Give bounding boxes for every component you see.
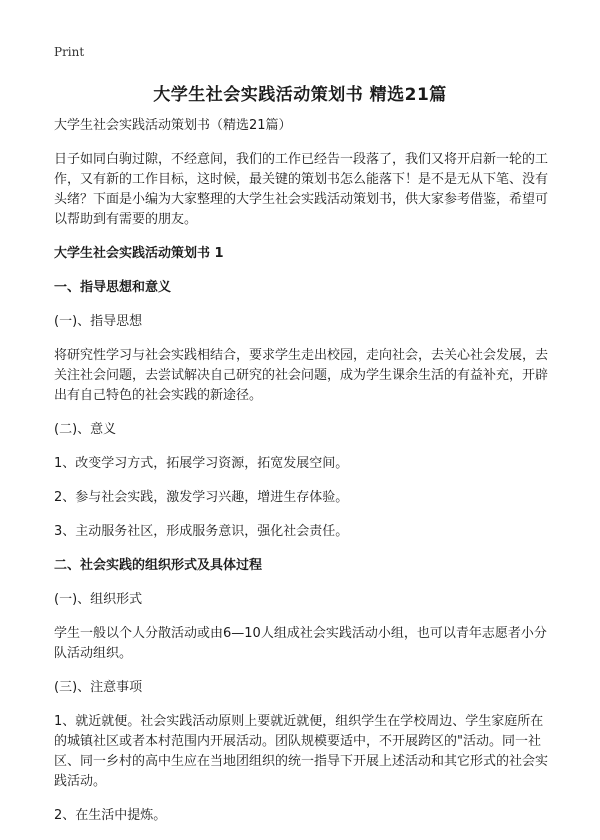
paragraph: 将研究性学习与社会实践相结合，要求学生走出校园，走向社会，去关心社会发展，去关注社会问题，去尝试解决自己研究的社会问题，成为学生课余生活的有益补充，开辟出有自己特色的社会实践的新途径。 [54,348,549,403]
document-body [54,116,550,840]
list-item: 1、改变学习方式，拓展学习资源，拓宽发展空间。 [54,456,349,471]
subsection-heading: (一)、指导思想 [54,314,143,329]
list-item: 2、参与社会实践，激发学习兴趣，增进生存体验。 [54,490,349,505]
intro-paragraph: 日子如同白驹过隙，不经意间，我们的工作已经告一段落了，我们又将开启新一轮的工作，又有新的工作目标，这时候，最关键的策划书怎么能落下！是不是无从下笔、没有头绪？下面是小编为大家整理的大学生社会实践活动策划书，供大家参考借鉴，希望可以帮助到有需要的朋友。 [54,152,549,227]
section-heading: 大学生社会实践活动策划书 1 [54,246,224,261]
document-title: 大学生社会实践活动策划书 精选21篇 [153,85,447,105]
paragraph: 2、在生活中提炼。 [54,808,167,823]
paragraph: 学生一般以个人分散活动或由6—10人组成社会实践活动小组，也可以青年志愿者小分队活动组织。 [54,626,547,661]
subsection-heading: (三)、注意事项 [54,680,143,695]
part-heading: 二、社会实践的组织形式及具体过程 [54,558,263,573]
part-heading: 一、指导思想和意义 [54,280,172,295]
document-subtitle: 大学生社会实践活动策划书（精选21篇） [54,118,292,133]
print-label: Print [54,45,85,59]
subsection-heading: (一)、组织形式 [54,592,143,607]
paragraph: 1、就近就便。社会实践活动原则上要就近就便，组织学生在学校周边、学生家庭所在的城镇社区或者本村范围内开展活动。团队规模要适中，不开展跨区的"活动。同一社区、同一乡村的高中生应在当地团组织的统一指导下开展上述活动和其它形式的社会实践活动。 [54,714,549,789]
subsection-heading: (二)、意义 [54,422,117,437]
list-item: 3、主动服务社区，形成服务意识，强化社会责任。 [54,524,349,539]
